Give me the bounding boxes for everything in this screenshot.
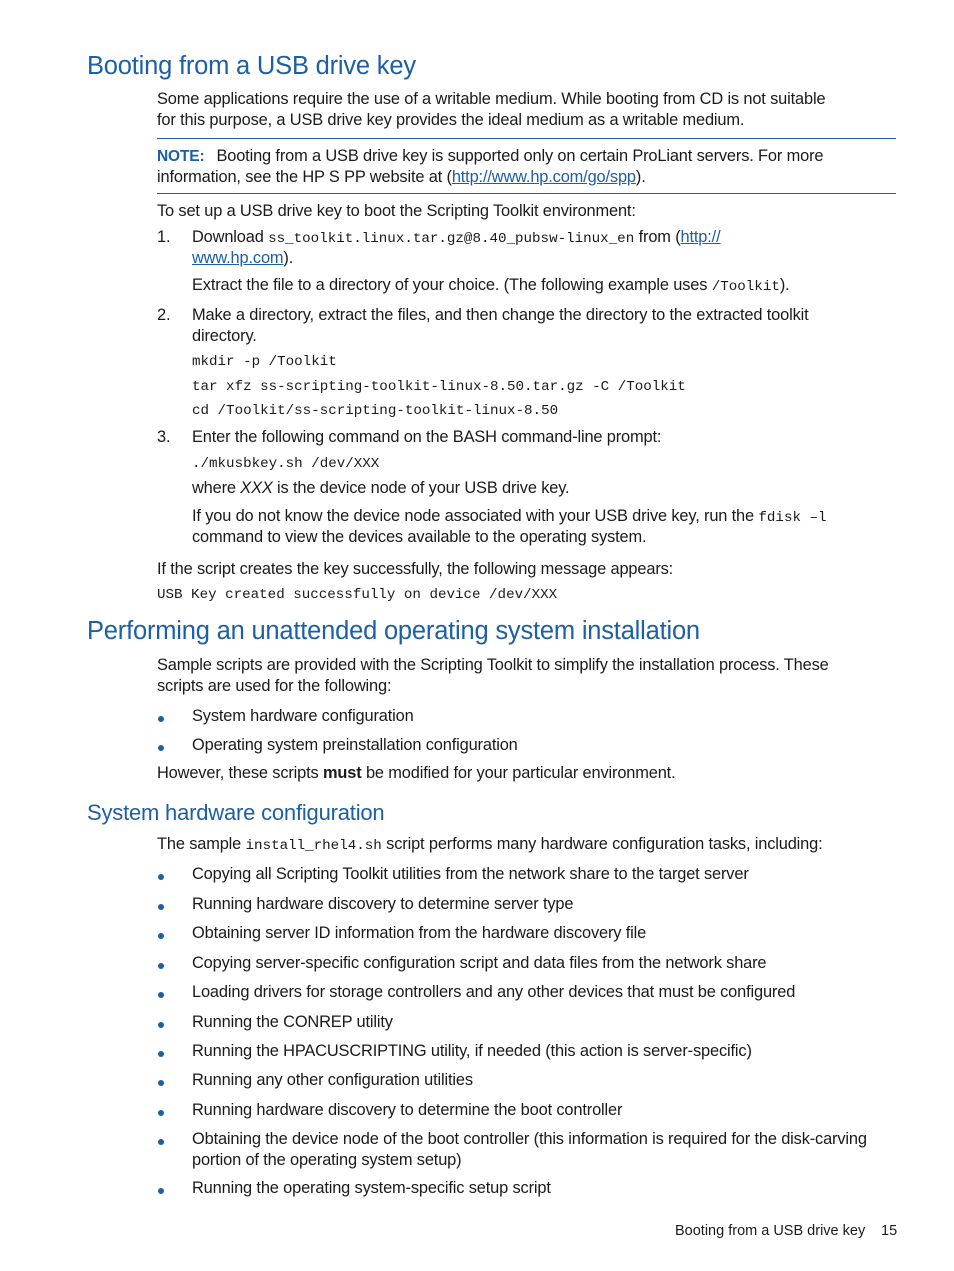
section3-bullet-5: Loading drivers for storage controllers and any other devices that must be configured bbox=[192, 983, 796, 1001]
note-line1 bbox=[157, 146, 823, 167]
bullet-icon bbox=[158, 1110, 164, 1116]
step1-extract bbox=[192, 275, 790, 298]
section2-bullet-1: System hardware configuration bbox=[192, 707, 414, 725]
section2-however bbox=[157, 763, 676, 784]
step1-filename-code: ss_toolkit.linux.tar.gz@8.40_pubsw-linux_en bbox=[268, 231, 635, 247]
spp-link[interactable]: http://www.hp.com/go/spp bbox=[451, 168, 636, 186]
step2-cmd-cd: cd /Toolkit/ss-scripting-toolkit-linux-8.50 bbox=[192, 403, 559, 419]
step1-extract-code: /Toolkit bbox=[711, 279, 780, 295]
bullet-icon bbox=[158, 1139, 164, 1145]
success-intro: If the script creates the key successfully, the following message appears: bbox=[157, 560, 674, 578]
section3-bullet-3: Obtaining server ID information from the hardware discovery file bbox=[192, 924, 647, 942]
install-script-code: install_rhel4.sh bbox=[245, 838, 382, 854]
step1-text: Download bbox=[192, 228, 269, 246]
however-text: However, these scripts bbox=[157, 764, 323, 782]
step3-ifnot-line2: command to view the devices available to the operating system. bbox=[192, 528, 647, 546]
section3-intro bbox=[157, 834, 823, 857]
section3-bullet-1: Copying all Scripting Toolkit utilities from the network share to the target server bbox=[192, 865, 749, 883]
section3-bullet-7: Running the HPACUSCRIPTING utility, if needed (this action is server-specific) bbox=[192, 1042, 752, 1060]
step2-cmd-tar: tar xfz ss-scripting-toolkit-linux-8.50.tar.gz -C /Toolkit bbox=[192, 379, 686, 395]
section2-bullet-2: Operating system preinstallation configuration bbox=[192, 736, 518, 754]
bullet-icon bbox=[158, 1188, 164, 1194]
note-text-line1: Booting from a USB drive key is supported only on certain ProLiant servers. For more bbox=[216, 147, 824, 165]
step3-where bbox=[192, 478, 569, 499]
footer-section-name: Booting from a USB drive key bbox=[675, 1223, 866, 1239]
bullet-icon bbox=[158, 963, 164, 969]
bullet-icon bbox=[158, 1051, 164, 1057]
intro-text-line2: for this purpose, a USB drive key provides the ideal medium as a writable medium. bbox=[157, 111, 745, 129]
step3-where-text: where bbox=[192, 479, 241, 497]
hp-link-part1[interactable]: http:// bbox=[680, 228, 721, 246]
section2-intro-line2: scripts are used for the following: bbox=[157, 677, 392, 695]
bullet-icon bbox=[158, 1022, 164, 1028]
step3-fdisk-code: fdisk –l bbox=[758, 510, 827, 526]
footer-page-number: 15 bbox=[881, 1223, 898, 1239]
section3-bullet-9: Running hardware discovery to determine the boot controller bbox=[192, 1101, 623, 1119]
note-bottom-rule bbox=[157, 193, 896, 194]
step1-from-text: from ( bbox=[634, 228, 681, 246]
section3-bullet-4: Copying server-specific configuration script and data files from the network share bbox=[192, 954, 767, 972]
section3-bullet-8: Running any other configuration utilities bbox=[192, 1071, 473, 1089]
step1-close: ). bbox=[283, 249, 294, 267]
step1-extract-close: ). bbox=[779, 276, 790, 294]
step3-line1: Enter the following command on the BASH command-line prompt: bbox=[192, 428, 662, 446]
step3-cmd: ./mkusbkey.sh /dev/XXX bbox=[192, 456, 380, 472]
bullet-icon bbox=[158, 874, 164, 880]
step3-ifnot-line1 bbox=[192, 506, 827, 529]
step1-extract-text: Extract the file to a directory of your choice. (The following example uses bbox=[192, 276, 712, 294]
section-title-system-hardware-config: System hardware configuration bbox=[87, 800, 385, 825]
section3-bullet-2: Running hardware discovery to determine server type bbox=[192, 895, 574, 913]
intro-text-line1: Some applications require the use of a writable medium. While booting from CD is not suitable bbox=[157, 90, 826, 108]
bullet-icon bbox=[158, 716, 164, 722]
step3-where-post: is the device node of your USB drive key. bbox=[272, 479, 570, 497]
section2-intro-line1: Sample scripts are provided with the Scripting Toolkit to simplify the installation process. These bbox=[157, 656, 829, 674]
step2-line2: directory. bbox=[192, 327, 257, 345]
step1-line1 bbox=[192, 227, 720, 250]
section-title-unattended-install: Performing an unattended operating system installation bbox=[87, 617, 700, 645]
however-must: must bbox=[323, 764, 362, 782]
section3-bullet-10-line2: portion of the operating system setup) bbox=[192, 1151, 462, 1169]
however-post: be modified for your particular environment. bbox=[361, 764, 676, 782]
step3-number: 3. bbox=[157, 428, 171, 446]
section3-bullet-11: Running the operating system-specific setup script bbox=[192, 1179, 551, 1197]
bullet-icon bbox=[158, 745, 164, 751]
section-title-booting-usb: Booting from a USB drive key bbox=[87, 52, 416, 80]
step2-number: 2. bbox=[157, 306, 171, 324]
step1-line2 bbox=[192, 248, 293, 269]
note-top-rule bbox=[157, 138, 896, 139]
section3-bullet-10: Obtaining the device node of the boot controller (this information is required for the disk-carving bbox=[192, 1130, 867, 1148]
success-message: USB Key created successfully on device /dev/XXX bbox=[157, 587, 558, 603]
bullet-icon bbox=[158, 904, 164, 910]
bullet-icon bbox=[158, 992, 164, 998]
setup-intro: To set up a USB drive key to boot the Scripting Toolkit environment: bbox=[157, 202, 636, 220]
note-line2 bbox=[157, 167, 646, 188]
section3-bullet-6: Running the CONREP utility bbox=[192, 1013, 393, 1031]
step2-cmd-mkdir: mkdir -p /Toolkit bbox=[192, 354, 337, 370]
note-label: NOTE: bbox=[157, 148, 205, 165]
section3-intro-post: script performs many hardware configuration tasks, including: bbox=[381, 835, 823, 853]
step2-line1: Make a directory, extract the files, and then change the directory to the extracted toolkit bbox=[192, 306, 809, 324]
hp-link-part2[interactable]: www.hp.com bbox=[192, 249, 284, 267]
step3-where-var: XXX bbox=[240, 479, 273, 497]
note-text-line2: information, see the HP S PP website at ( bbox=[157, 168, 452, 186]
step3-ifnot-text: If you do not know the device node associated with your USB drive key, run the bbox=[192, 507, 759, 525]
bullet-icon bbox=[158, 1080, 164, 1086]
step1-number: 1. bbox=[157, 228, 171, 246]
bullet-icon bbox=[158, 933, 164, 939]
section3-intro-text: The sample bbox=[157, 835, 246, 853]
note-text-close: ). bbox=[635, 168, 646, 186]
